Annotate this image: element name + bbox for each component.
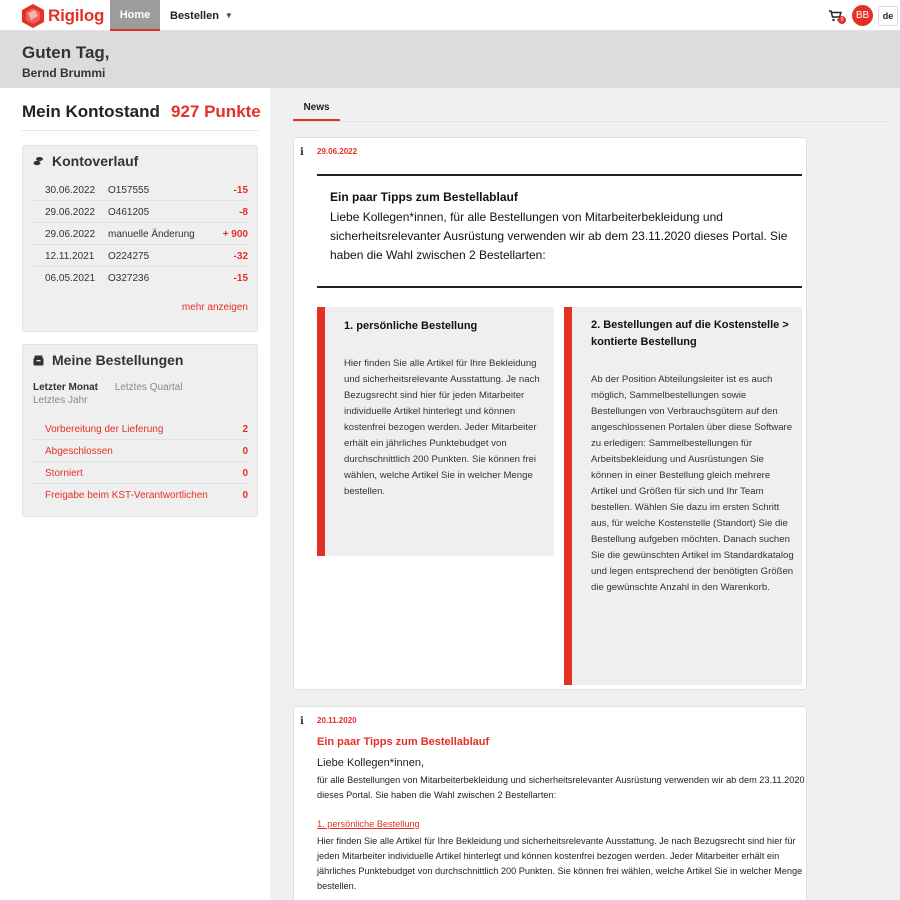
nav-home[interactable]: Home (110, 0, 160, 31)
info-box-text: Hier finden Sie alle Artikel für Ihre Bekleidung und sicherheitsrelevante Ausstattung. Je nach Bezugsrecht sind hier für jeden Mitarbeiter individuelle Artikel hinterlegt und können kostenfrei bezogen werden. Jeder Mitarbeiter erhält ein jährliches Punktebudget von durchschnittlich 200 Punkten. Sie können frei wählen, welche Artikel Sie in welcher Menge bestellen. (344, 358, 540, 497)
orders-card (22, 344, 258, 517)
order-status-count: 0 (242, 446, 248, 457)
news-subtext: Hier finden Sie alle Artikel für Ihre Bekleidung und sicherheitsrelevante Ausstattung. Je nach Bezugsrecht sind hier für jeden Mitarbeiter individuelle Artikel hinterlegt und können kostenfrei bezogen werden. Jeder Mitarbeiter erhält ein jährliches Punktebudget von durchschnittlich 200 Punkten. Sie können frei wählen, welche Artikel Sie in welcher Menge bestellen. (317, 836, 803, 891)
history-ref: O157555 (108, 185, 150, 196)
history-date: 29.06.2022 (45, 207, 96, 218)
history-ref: O224275 (108, 251, 150, 262)
news-heading: Ein paar Tipps zum Bestellablauf (330, 190, 518, 204)
orders-title: Meine Bestellungen (52, 352, 184, 368)
order-status-count: 2 (242, 424, 248, 435)
history-row (33, 223, 248, 245)
account-title: Mein Kontostand (22, 102, 160, 121)
accent-bar (317, 307, 325, 556)
news-date: 20.11.2020 (317, 716, 357, 725)
logo[interactable] (22, 3, 104, 29)
history-title: Kontoverlauf (52, 153, 139, 169)
history-row (33, 245, 248, 267)
period-tabs (33, 382, 183, 409)
info-box-personal (317, 307, 554, 556)
news-area (270, 88, 900, 900)
info-icon: i (300, 716, 304, 727)
order-status-row[interactable] (33, 418, 248, 440)
language-switch[interactable]: de (878, 6, 898, 26)
chevron-down-icon: ▼ (224, 11, 233, 20)
logo-text: Rigilog (48, 6, 105, 25)
tab-news[interactable]: News (293, 102, 340, 122)
order-status-row[interactable] (33, 484, 248, 506)
coins-icon (33, 156, 44, 167)
nav-bestellen[interactable] (170, 0, 233, 31)
period-tab-quarter[interactable]: Letztes Quartal (114, 382, 183, 393)
history-ref: manuelle Änderung (108, 229, 195, 240)
order-status-count: 0 (242, 490, 248, 501)
greeting-name: Bernd Brummi (22, 66, 106, 80)
accent-bar (564, 307, 572, 685)
divider (22, 130, 258, 131)
news-greeting: Liebe Kollegen*innen, (317, 757, 425, 769)
order-status-label: Storniert (45, 468, 83, 479)
cart-button[interactable] (829, 9, 845, 25)
left-column (0, 88, 270, 900)
history-row (33, 201, 248, 223)
info-box-cost-center (564, 307, 802, 685)
order-status-row[interactable] (33, 440, 248, 462)
news-item (293, 137, 807, 690)
cart-count-badge: 0 (838, 16, 846, 24)
history-value: -8 (239, 207, 248, 218)
news-date: 29.06.2022 (317, 147, 358, 156)
history-header (33, 153, 138, 169)
box-icon (33, 355, 44, 366)
order-status-label: Abgeschlossen (45, 446, 113, 457)
history-row (33, 179, 248, 201)
history-value: -15 (233, 185, 248, 196)
history-value: -15 (233, 273, 248, 284)
top-navigation (0, 0, 900, 31)
divider (317, 174, 802, 176)
news-subheading-link[interactable]: 1. persönliche Bestellung (317, 819, 420, 829)
period-tab-month[interactable]: Letzter Monat (33, 382, 98, 393)
info-box-text: Ab der Position Abteilungsleiter ist es auch möglich, Sammelbestellungen sowie Bestellungen von Verbrauchsgütern auf den angeschlossenen Portalen über diese Software zu erledigen: Sammelbestellungen für Arbeitsbekleidung und Ausrüstungen Sie können in einer Bestellung gleich mehrere Artikel und Größen für sich und Ihr Team bestellen. Wählen Sie dazu im ersten Schritt aus, für welche Kostenstelle (Standort) Sie die Bestellung aufgeben möchten. Danach suchen Sie die gewünschten Artikel im Standardkatalog und legen entsprechend der benötigten Größen die gewünschte Anzahl in den Warenkorb. (591, 374, 794, 593)
history-card (22, 145, 258, 332)
history-date: 30.06.2022 (45, 185, 96, 196)
greeting-title: Guten Tag, (22, 43, 110, 62)
order-status-label: Freigabe beim KST-Verantwortlichen (45, 490, 208, 501)
history-date: 12.11.2021 (45, 251, 95, 262)
history-row (33, 267, 248, 289)
greeting-banner (0, 31, 900, 88)
history-date: 29.06.2022 (45, 229, 96, 240)
order-status-row[interactable] (33, 462, 248, 484)
info-icon: i (300, 147, 304, 158)
tab-divider (293, 121, 888, 122)
history-ref: O327236 (108, 273, 150, 284)
news-item (293, 706, 807, 900)
info-box-title: 1. persönliche Bestellung (344, 320, 478, 332)
info-box-title: 2. Bestellungen auf die Kostenstelle > kontierte Bestellung (591, 319, 789, 348)
orders-header (33, 352, 183, 368)
history-value: + 900 (222, 229, 248, 240)
history-date: 06.05.2021 (45, 273, 96, 284)
show-more-link[interactable]: mehr anzeigen (181, 302, 248, 313)
history-value: -32 (233, 251, 248, 262)
order-status-label: Vorbereitung der Lieferung (45, 424, 164, 435)
news-intro: Liebe Kollegen*innen, für alle Bestellungen von Mitarbeiterbekleidung und sicherheitsrelevanter Ausrüstung verwenden wir ab dem 23.11.2020 dieses Portal. Sie haben die Wahl zwischen 2 Bestellarten: (330, 210, 788, 262)
account-points: 927 Punkte (171, 102, 261, 121)
order-status-count: 0 (242, 468, 248, 479)
news-heading: Ein paar Tipps zum Bestellablauf (317, 736, 490, 748)
nav-bestellen-label: Bestellen (170, 9, 219, 22)
divider (317, 286, 802, 288)
news-intro: für alle Bestellungen von Mitarbeiterbekleidung und sicherheitsrelevanter Ausrüstung verwenden wir ab dem 23.11.2020 dieses Portal. Sie haben die Wahl zwischen 2 Bestellarten: (317, 775, 805, 800)
period-tab-year[interactable]: Letztes Jahr (33, 395, 88, 406)
rigilog-logo-icon (22, 4, 44, 28)
avatar[interactable]: BB (852, 5, 873, 26)
history-ref: O461205 (108, 207, 150, 218)
